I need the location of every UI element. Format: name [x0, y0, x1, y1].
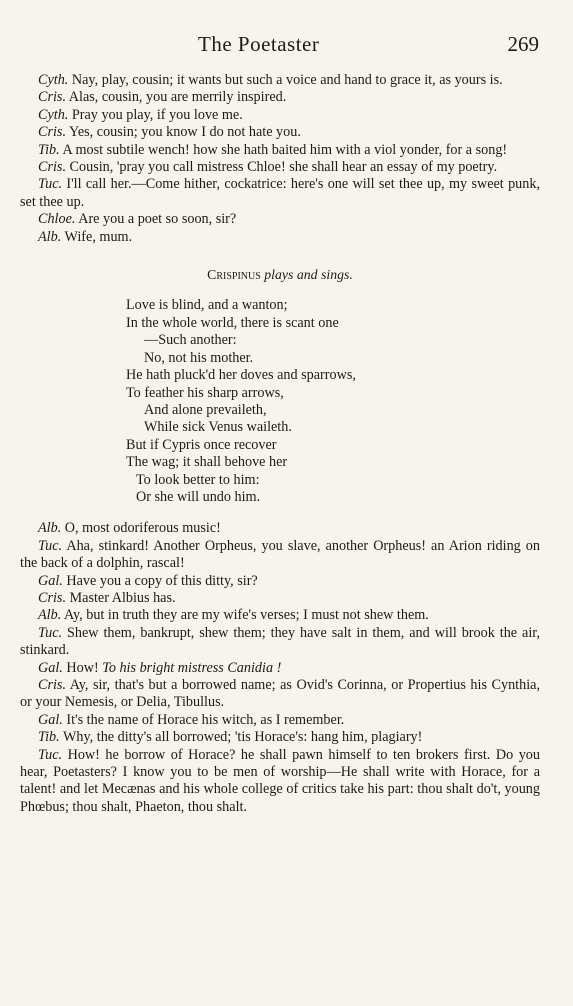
speech: [20, 712, 540, 729]
speaker-name: Cris.: [38, 159, 66, 176]
song-line: While sick Venus waileth.: [144, 419, 292, 436]
speech-text: Are you a poet so soon, sir?: [78, 211, 237, 228]
speaker-name: Tuc.: [38, 537, 63, 554]
speech-text: Shew them, bankrupt, shew them; they have salt in them, and will brook the air, stinkard.: [20, 624, 540, 659]
speaker-name: Gal.: [38, 659, 63, 676]
song-line: No, not his mother.: [144, 349, 254, 366]
speaker-name: Tuc.: [38, 176, 63, 193]
speaker-name: Tuc.: [38, 746, 63, 763]
speaker-name: Chloe.: [38, 211, 76, 228]
speech: [20, 159, 540, 176]
speech: [20, 89, 540, 106]
speech-text: Pray you play, if you love me.: [71, 106, 243, 123]
song-line: Love is blind, and a wanton;: [126, 297, 288, 314]
page-header: [0, 32, 573, 62]
speech-text: Master Albius has.: [69, 589, 176, 606]
speech: [20, 573, 540, 590]
play-text: [20, 72, 540, 816]
speech: [20, 176, 540, 211]
speech-text: Ay, sir, that's but a borrowed name; as Ovid's Corinna, or Propertius his Cynthia, or your Nemesis, or Delia, Tibullus.: [20, 677, 540, 711]
speech-text: It's the name of Horace his witch, as I remember.: [66, 711, 345, 728]
speaker-name: Alb.: [38, 607, 62, 624]
speaker-name: Tuc.: [38, 624, 63, 641]
speech: [20, 607, 540, 624]
speech-text: Ay, but in truth they are my wife's verses; I must not shew them.: [64, 607, 429, 624]
speech-text: Nay, play, cousin; it wants but such a voice and hand to grace it, as yours is.: [71, 72, 503, 88]
speech-text: Alas, cousin, you are merrily inspired.: [68, 89, 287, 106]
speaker-name: Tib.: [38, 141, 60, 158]
speech-text: O, most odoriferous music!: [64, 520, 221, 537]
speech-text: Aha, stinkard! Another Orpheus, you slave, another Orpheus! an Arion riding on the back of a dolphin, rascal!: [20, 537, 540, 572]
speech: [20, 590, 540, 607]
speech-text: Wife, mum.: [64, 228, 133, 245]
speech-text: Cousin, 'pray you call mistress Chloe! she shall hear an essay of my poetry.: [69, 159, 498, 176]
speaker-name: Cris.: [38, 124, 66, 141]
stage-direction-action: plays and sings.: [264, 267, 353, 283]
song-line: He hath pluck'd her doves and sparrows,: [126, 367, 356, 384]
speaker-name: Cyth.: [38, 106, 69, 123]
speaker-name: Alb.: [38, 228, 62, 245]
speech: [20, 747, 540, 817]
speech-text: Yes, cousin; you know I do not hate you.: [69, 124, 301, 141]
song-line: And alone prevaileth,: [144, 401, 267, 418]
speech-text: I'll call her.—Come hither, cockatrice: here's one will set thee up, my sweet punk, set thee up.: [20, 176, 540, 210]
speech-text: How!: [66, 659, 99, 676]
speech-text: Why, the ditty's all borrowed; 'tis Horace's: hang him, plagiary!: [63, 729, 423, 746]
song-lyrics: [126, 297, 540, 506]
speaker-name: Cris.: [38, 677, 66, 693]
speaker-name: Tib.: [38, 729, 60, 746]
speaker-name: Alb.: [38, 520, 62, 537]
song-line: To feather his sharp arrows,: [126, 384, 284, 401]
dialogue-section-1: [20, 72, 540, 246]
speech: [20, 72, 540, 89]
dialogue-section-2: [20, 520, 540, 816]
speaker-name: Cyth.: [38, 72, 69, 88]
speech: [20, 677, 540, 712]
speech: [20, 625, 540, 660]
speech-text-italic: To his bright mistress Canidia !: [102, 659, 282, 676]
speaker-name: Cris.: [38, 589, 66, 606]
speech-text: Have you a copy of this ditty, sir?: [66, 572, 258, 589]
speech: [20, 729, 540, 746]
song-line: To look better to him:: [136, 471, 260, 488]
speaker-name: Gal.: [38, 711, 63, 728]
page-number: 269: [507, 32, 539, 56]
speech: [20, 211, 540, 228]
song-line: Or she will undo him.: [136, 488, 261, 505]
speech: [20, 124, 540, 141]
speech: [20, 538, 540, 573]
song-line: —Such another:: [144, 332, 237, 349]
speech-text: A most subtile wench! how she hath baited him with a viol yonder, for a song!: [62, 141, 508, 158]
speech: [20, 660, 540, 677]
speech: [20, 142, 540, 159]
stage-direction: [20, 266, 540, 283]
song-line: But if Cypris once recover: [126, 436, 277, 453]
speaker-name: Cris.: [38, 89, 66, 106]
song-line: The wag; it shall behove her: [126, 454, 288, 471]
song-line: In the whole world, there is scant one: [126, 314, 339, 331]
speaker-name: Gal.: [38, 572, 63, 589]
speech: [20, 107, 540, 124]
stage-direction-name: Crispinus: [207, 267, 261, 283]
speech-text: How! he borrow of Horace? he shall pawn himself to ten brokers first. Do you hear, Poetasters? I know you to be men of worship—He shall write with Horace, for a talent! and let Mecænas and his whole college of critics take his part: thou shalt do't, young Phœbus; thou shalt, Phaeton, thou shalt.: [20, 746, 540, 815]
speech: [20, 520, 540, 537]
running-title: The Poetaster: [198, 32, 320, 56]
speech: [20, 229, 540, 246]
